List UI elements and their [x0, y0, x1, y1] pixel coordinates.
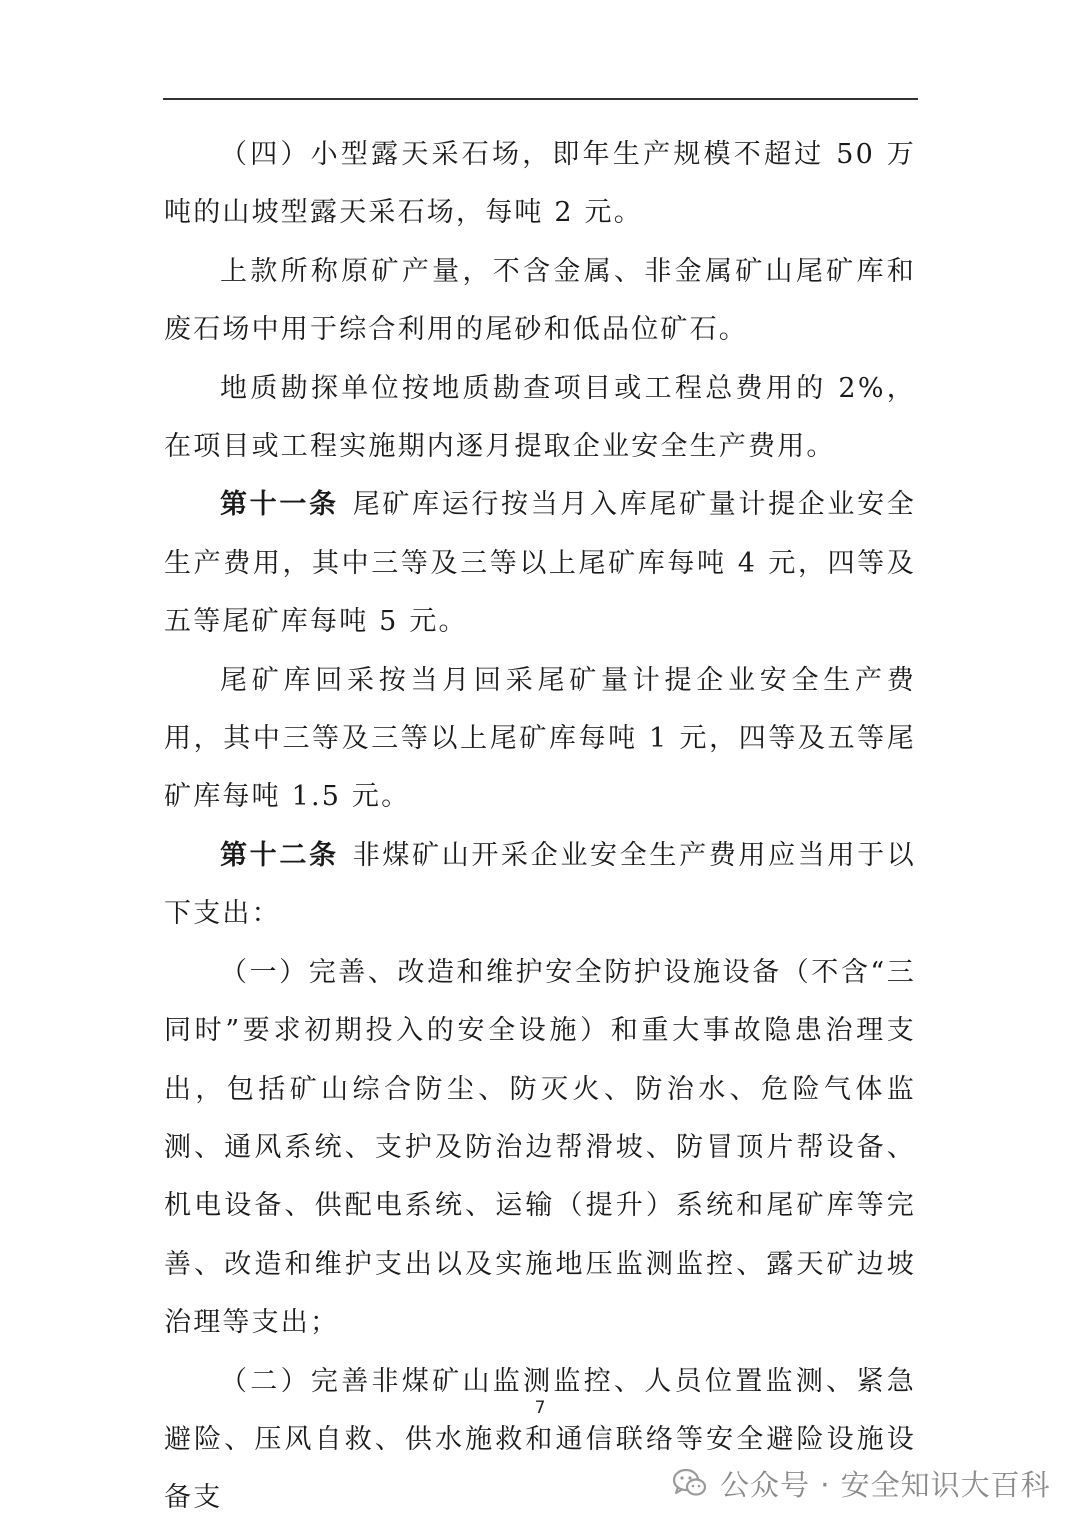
paragraph-text: 非煤矿山开采企业安全生产费用应当用于以下支出： [164, 839, 916, 930]
paragraph [164, 827, 916, 944]
article-number: 第十二条 [220, 839, 339, 871]
wechat-icon [672, 1467, 708, 1499]
header-rule [163, 98, 918, 100]
watermark-text: 公众号 · 安全知识大百科 [720, 1467, 1051, 1502]
document-body [164, 126, 916, 1528]
paragraph [164, 126, 916, 243]
paragraph [164, 476, 916, 651]
paragraph-text: 上款所称原矿产量，不含金属、非金属矿山尾矿库和废石场中用于综合利用的尾砂和低品位矿石。 [164, 255, 916, 346]
paragraph [164, 360, 916, 477]
paragraph-text: （四）小型露天采石场，即年生产规模不超过 50 万吨的山坡型露天采石场，每吨 2 元。 [164, 139, 916, 229]
page-number: 7 [534, 1398, 546, 1418]
watermark [672, 1458, 1051, 1508]
paragraph-text: 尾矿库运行按当月入库尾矿量计提企业安全生产费用，其中三等及三等以上尾矿库每吨 4 元，四等及五等尾矿库每吨 5 元。 [164, 489, 916, 638]
paragraph-text: （二）完善非煤矿山监测监控、人员位置监测、紧急避险、压风自救、供水施救和通信联络等安全避险设施设备支 [164, 1365, 916, 1514]
paragraph [164, 243, 916, 360]
paragraph-text: 尾矿库回采按当月回采尾矿量计提企业安全生产费用，其中三等及三等以上尾矿库每吨 1 元，四等及五等尾矿库每吨 1.5 元。 [164, 664, 916, 813]
paragraph-text: 地质勘探单位按地质勘查项目或工程总费用的 2%，在项目或工程实施期内逐月提取企业安全生产费用。 [164, 372, 916, 463]
paragraph-text: （一）完善、改造和维护安全防护设施设备（不含“三同时”要求初期投入的安全设施）和重大事故隐患治理支出，包括矿山综合防尘、防灭火、防治水、危险气体监测、通风系统、支护及防治边帮滑坡、防冒顶片帮设备、机电设备、供配电系统、运输（提升）系统和尾矿库等完善、改造和维护支出以及实施地压监测监控、露天矿边坡治理等支出； [164, 956, 916, 1339]
article-number: 第十一条 [220, 489, 339, 521]
paragraph [164, 652, 916, 827]
paragraph [164, 944, 916, 1353]
